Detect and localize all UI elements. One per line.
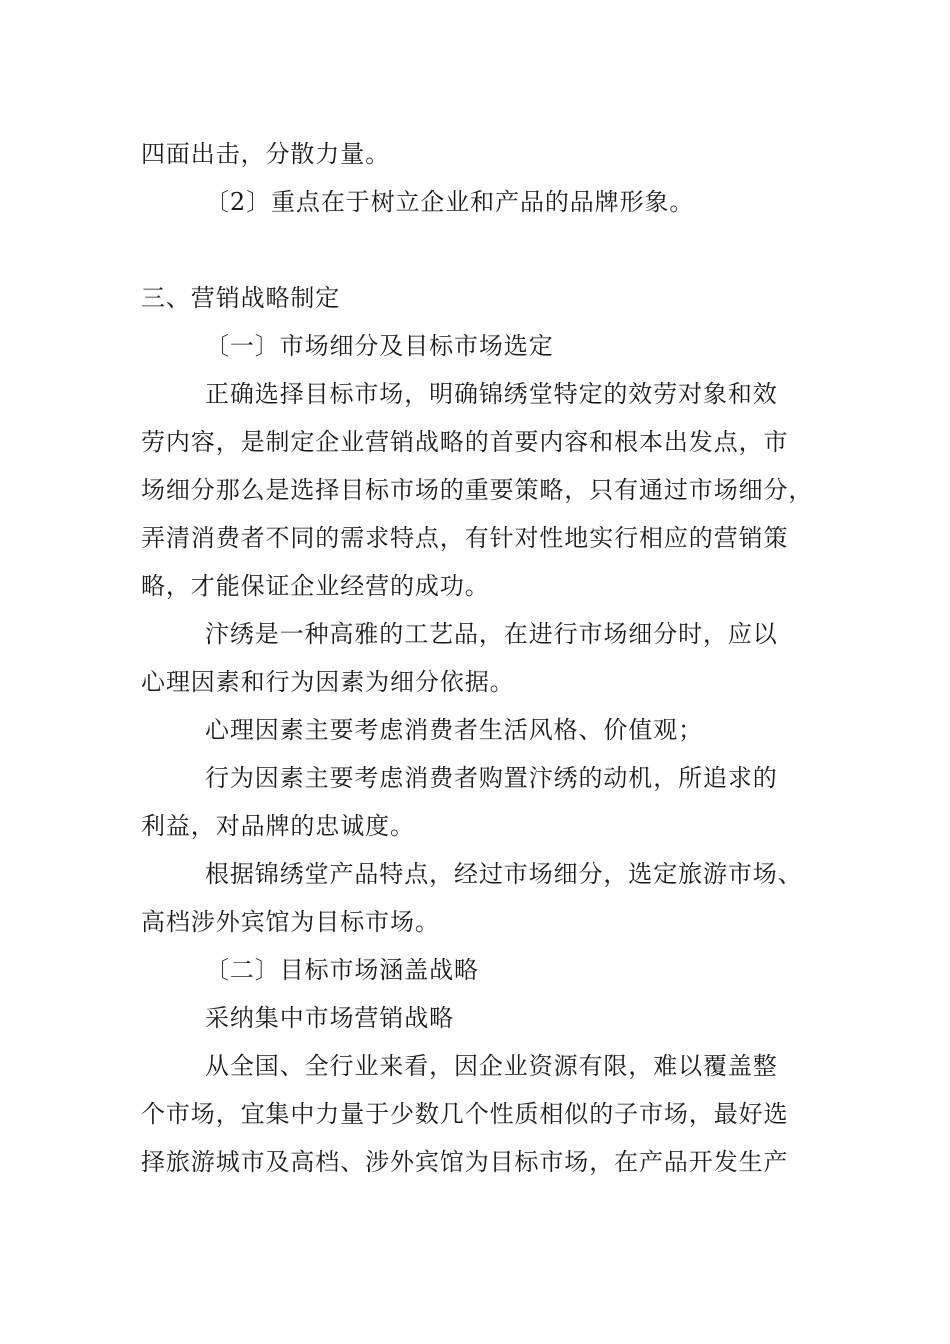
document-body (141, 130, 831, 1186)
subsection-heading-2: 〔二〕目标市场涵盖战略 (205, 956, 479, 984)
paragraph-line: 利益，对品牌的忠诚度。 (141, 812, 415, 840)
subsection-heading-1: 〔一〕市场细分及目标市场选定 (205, 332, 554, 360)
paragraph-line: 高档涉外宾馆为目标市场。 (141, 908, 440, 936)
paragraph-line: 弄清消费者不同的需求特点，有针对性地实行相应的营销策 (141, 524, 789, 552)
paragraph-line: 略，才能保证企业经营的成功。 (141, 572, 490, 600)
paragraph-line: 汴绣是一种高雅的工艺品，在进行市场细分时，应以 (205, 620, 778, 648)
paragraph-line: 行为因素主要考虑消费者购置汴绣的动机，所追求的 (205, 764, 778, 792)
paragraph-line: 心理因素和行为因素为细分依据。 (141, 668, 515, 696)
paragraph-line: 从全国、全行业来看，因企业资源有限，难以覆盖整 (205, 1052, 778, 1080)
paragraph-line: 四面出击，分散力量。 (141, 140, 390, 168)
paragraph-line: 心理因素主要考虑消费者生活风格、价值观； (205, 716, 703, 744)
paragraph-line: 正确选择目标市场，明确锦绣堂特定的效劳对象和效 (205, 380, 778, 408)
section-heading: 三、营销战略制定 (141, 284, 341, 312)
paragraph-line: 场细分那么是选择目标市场的重要策略，只有通过市场细分， (141, 476, 814, 504)
paragraph-line: 择旅游城市及高档、涉外宾馆为目标市场，在产品开发生产 (141, 1148, 789, 1176)
paragraph-line: 根据锦绣堂产品特点，经过市场细分，选定旅游市场、 (205, 860, 803, 888)
paragraph-line: 劳内容，是制定企业营销战略的首要内容和根本出发点，市 (141, 428, 789, 456)
blank-line (141, 226, 831, 274)
list-item-2: 〔2〕重点在于树立企业和产品的品牌形象。 (205, 188, 695, 216)
paragraph-line: 采纳集中市场营销战略 (205, 1004, 454, 1032)
paragraph-line: 个市场，宜集中力量于少数几个性质相似的子市场，最好选 (141, 1100, 789, 1128)
